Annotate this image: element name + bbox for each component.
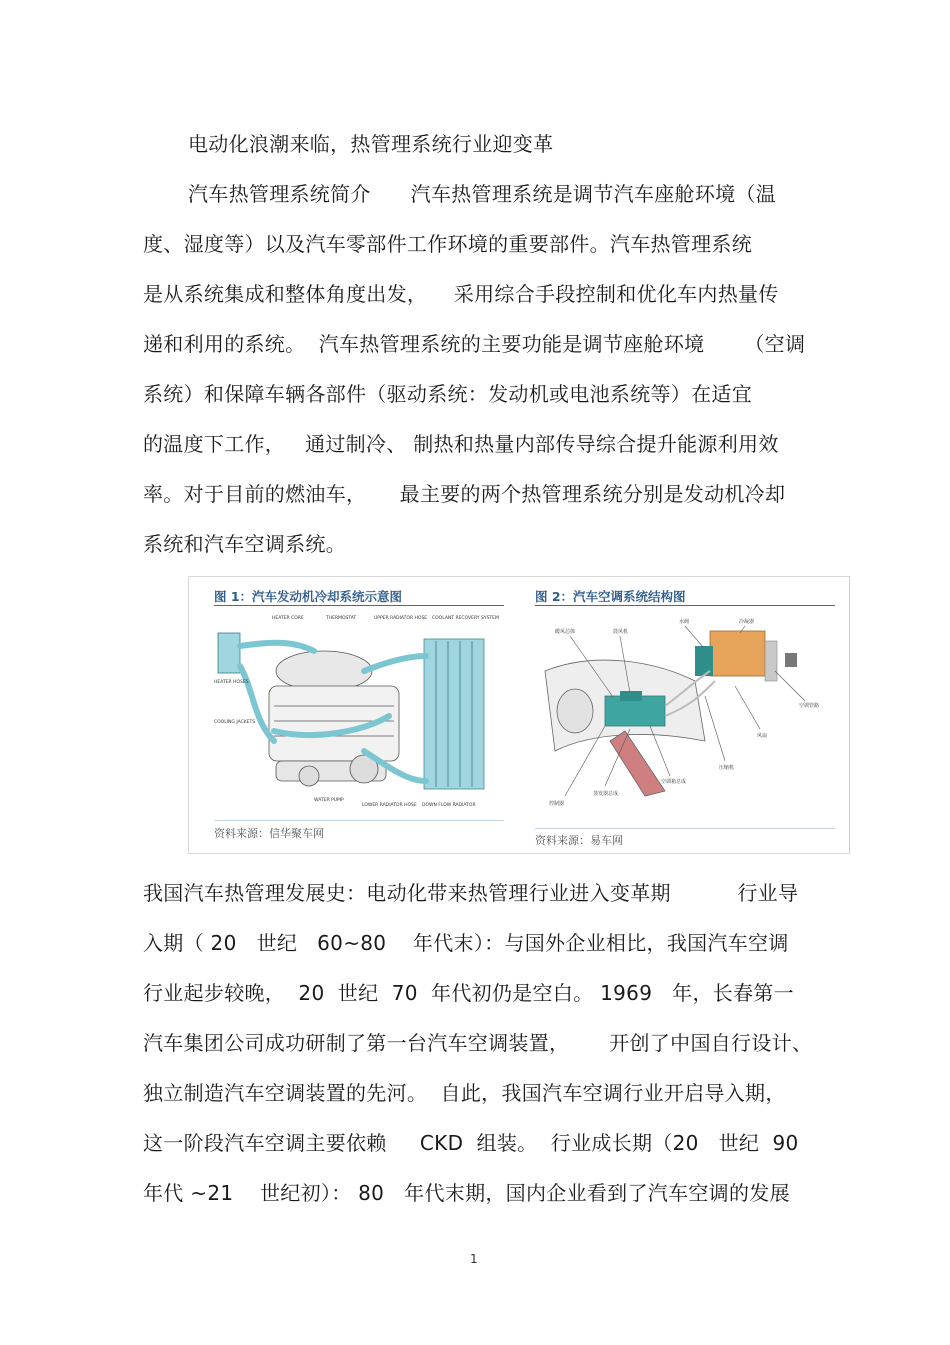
paragraph-line: 率。对于目前的燃油车， 最主要的两个热管理系统分别是发动机冷却 bbox=[143, 482, 786, 506]
title-rule bbox=[535, 605, 835, 606]
figure-source: 资料来源：信华聚车网 bbox=[214, 827, 324, 840]
label-coolant-recovery: COOLANT RECOVERY SYSTEM bbox=[432, 616, 499, 621]
label-thermostat: THERMOSTAT bbox=[326, 616, 357, 621]
paragraph-line: 系统和汽车空调系统。 bbox=[143, 532, 346, 556]
label-upper-hose: UPPER RADIATOR HOSE bbox=[374, 616, 428, 621]
label-cooling-jackets: COOLING JACKETS bbox=[214, 720, 256, 725]
label-water-pump: WATER PUMP bbox=[314, 798, 344, 803]
label-pipe: 空调管路 bbox=[799, 703, 820, 709]
section-heading: 电动化浪潮来临，热管理系统行业迎变革 bbox=[188, 132, 554, 156]
ac-system-diagram bbox=[535, 611, 835, 821]
source-rule bbox=[214, 820, 504, 821]
paragraph-line: 汽车热管理系统简介 汽车热管理系统是调节汽车座舱环境（温 bbox=[188, 182, 777, 206]
paragraph-line: 汽车集团公司成功研制了第一台汽车空调装置， 开创了中国自行设计、 bbox=[143, 1031, 813, 1055]
paragraph-line: 行业起步较晚， 20 世纪 70 年代初仍是空白。 1969 年，长春第一 bbox=[143, 981, 794, 1005]
page-number: 1 bbox=[470, 1252, 478, 1266]
radiator bbox=[424, 639, 484, 789]
paragraph-line: 度、湿度等）以及汽车零部件工作环境的重要部件。汽车热管理系统 bbox=[143, 232, 752, 256]
dashboard bbox=[545, 660, 705, 796]
paragraph-line: 这一阶段汽车空调主要依赖 CKD 组装。 行业成长期（20 世纪 90 bbox=[143, 1131, 799, 1155]
paragraph-line: 的温度下工作， 通过制冷、 制热和热量内部传导综合提升能源利用效 bbox=[143, 432, 779, 456]
paragraph-line: 我国汽车热管理发展史：电动化带来热管理行业进入变革期 行业导 bbox=[143, 881, 799, 905]
label-fan: 风扇 bbox=[757, 733, 768, 739]
paragraph-line: 是从系统集成和整体角度出发， 采用综合手段控制和优化车内热量传 bbox=[143, 282, 779, 306]
paragraph-line: 入期（ 20 世纪 60~80 年代末）：与国外企业相比，我国汽车空调 bbox=[143, 931, 789, 955]
title-rule bbox=[214, 605, 504, 606]
label-radiator: DOWN FLOW RADIATOR bbox=[422, 803, 476, 808]
figure-ac-system bbox=[519, 577, 849, 853]
paragraph-line: 独立制造汽车空调装置的先河。 自此，我国汽车空调行业开启导入期， bbox=[143, 1081, 786, 1105]
paragraph-line: 递和利用的系统。 汽车热管理系统的主要功能是调节座舱环境 （空调 bbox=[143, 332, 806, 356]
label-compressor: 压缩机 bbox=[719, 765, 735, 771]
hvac-unit bbox=[605, 691, 665, 726]
label-air-box: 蒸发器总成 bbox=[593, 791, 619, 797]
label-vent: 暖风芯体 bbox=[555, 629, 576, 635]
paragraph-line: 年代 ~21 世纪初）： 80 年代末期，国内企业看到了汽车空调的发展 bbox=[143, 1181, 790, 1205]
heater-core bbox=[218, 633, 240, 673]
paragraph-line: 系统）和保障车辆各部件（驱动系统：发动机或电池系统等）在适宜 bbox=[143, 382, 752, 406]
label-valve: 水阀 bbox=[679, 619, 690, 625]
engine-cooling-diagram bbox=[214, 611, 504, 817]
figure-title: 图 1：汽车发动机冷却系统示意图 bbox=[214, 589, 403, 604]
figure-source: 资料来源：易车网 bbox=[535, 834, 623, 847]
figure-engine-cooling bbox=[189, 577, 519, 853]
label-control: 控制器 bbox=[549, 801, 565, 807]
engine-compartment bbox=[695, 631, 797, 681]
label-evaporator: 空调箱总成 bbox=[661, 779, 687, 785]
source-rule bbox=[535, 828, 835, 829]
figure-title: 图 2：汽车空调系统结构图 bbox=[535, 589, 686, 604]
label-heater-hoses: HEATER HOSES bbox=[214, 680, 249, 685]
label-heater-core: HEATER CORE bbox=[272, 616, 304, 621]
label-blower: 鼓风机 bbox=[613, 629, 629, 635]
label-condenser: 冷凝器 bbox=[739, 619, 755, 625]
label-lower-hose: LOWER RADIATOR HOSE bbox=[362, 803, 417, 808]
figure-container bbox=[188, 576, 850, 854]
